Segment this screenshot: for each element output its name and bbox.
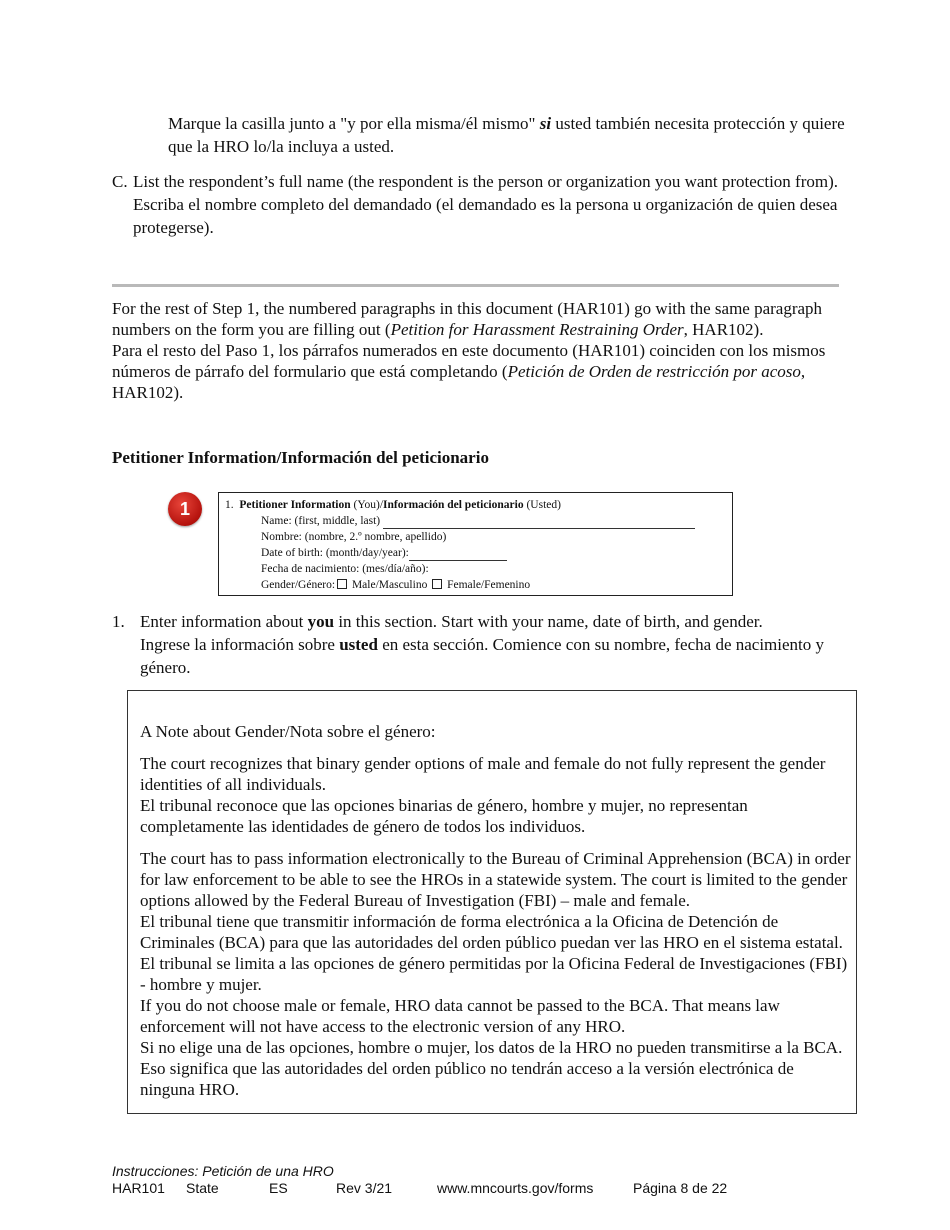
footer-url[interactable]: www.mncourts.gov/forms <box>437 1180 594 1196</box>
form-excerpt-title: 1. Petitioner Information (You)/Información del peticionario (Usted) <box>225 499 561 511</box>
rest-of-step-spanish: Para el resto del Paso 1, los párrafos numerados en este documento (HAR101) coinciden con los mismos números de párrafo del formulario que está completando (Petición de Orden de restricción por acoso, HAR102). <box>112 341 826 402</box>
form-excerpt-name: Name: (first, middle, last) <box>261 513 695 529</box>
item-c <box>112 170 852 239</box>
page-footer <box>112 1163 728 1196</box>
checkbox-instruction-spanish: Marque la casilla junto a "y por ella misma/él mismo" si usted también necesita protección y quiere que la HRO lo/la incluya a usted. <box>168 114 845 156</box>
footer-title: Instrucciones: Petición de una HRO <box>112 1163 334 1179</box>
footer-form-id: HAR101 <box>112 1180 165 1196</box>
item-1 <box>112 610 852 679</box>
section-divider <box>112 284 839 287</box>
item-1-english: Enter information about you in this section. Start with your name, date of birth, and gender. <box>140 612 763 631</box>
form-excerpt-dob: Date of birth: (month/day/year): <box>261 545 507 561</box>
note-paragraph-2: The court has to pass information electronically to the Bureau of Criminal Apprehension (BCA) in order for law enforcement to be able to see the HROs in a statewide system. The court is limited to the gender options allowed by the Federal Bureau of Investigation (FBI) – male and female. El tribunal tiene que transmitir información de forma electrónica a la Oficina de Detención de Criminales (BCA) para que las autoridades del orden público puedan ver las HRO en el sistema estatal. El tribunal se limita a las opciones de género permitidas por la Oficina Federal de Investigaciones (FBI) - hombre y mujer. If you do not choose male or female, HRO data cannot be passed to the BCA. That means law enforcement will not have access to the electronic version of any HRO. Si no elige una de las opciones, hombre o mujer, los datos de la HRO no pueden transmitirse a la BCA. Eso significa que las autoridades del orden público no tendrán acceso a la versión electrónica de ninguna HRO. <box>140 849 851 1099</box>
form-excerpt-dob-es: Fecha de nacimiento: (mes/día/año): <box>261 563 429 575</box>
female-checkbox-icon <box>432 579 442 589</box>
section-heading: Petitioner Information/Información del peticionario <box>112 448 489 467</box>
male-checkbox-icon <box>337 579 347 589</box>
step-number-badge: 1 <box>168 492 202 526</box>
footer-lang: ES <box>269 1180 288 1196</box>
footer-state: State <box>186 1180 219 1196</box>
form-excerpt <box>218 492 733 596</box>
item-1-number: 1. <box>112 612 125 631</box>
rest-of-step-paragraph <box>112 298 852 403</box>
form-excerpt-name-es: Nombre: (nombre, 2.º nombre, apellido) <box>261 531 447 543</box>
gender-note-box <box>127 690 857 1114</box>
item-c-label: C. <box>112 172 128 191</box>
footer-page-number: Página 8 de 22 <box>633 1180 728 1196</box>
item-c-english: List the respondent’s full name (the respondent is the person or organization you want protection from). <box>133 172 839 191</box>
rest-of-step-english: For the rest of Step 1, the numbered paragraphs in this document (HAR101) go with the same paragraph numbers on the form you are filling out (Petition for Harassment Restraining Order, HAR102). <box>112 299 823 339</box>
note-title: A Note about Gender/Nota sobre el género: <box>140 722 436 741</box>
item-1-spanish: Ingrese la información sobre usted en esta sección. Comience con su nombre, fecha de nacimiento y género. <box>140 635 825 677</box>
item-c-spanish: Escriba el nombre completo del demandado (el demandado es la persona u organización de quien desea protegerse). <box>133 195 838 237</box>
note-paragraph-1: The court recognizes that binary gender options of male and female do not fully represent the gender identities of all individuals. El tribunal reconoce que las opciones binarias de género, hombre y mujer, no representan completamente las identidades de género de todos los individuos. <box>140 754 826 836</box>
form-excerpt-gender: Gender/Género: Male/Masculino Female/Femenino <box>261 579 531 591</box>
footer-rev: Rev 3/21 <box>336 1180 393 1196</box>
